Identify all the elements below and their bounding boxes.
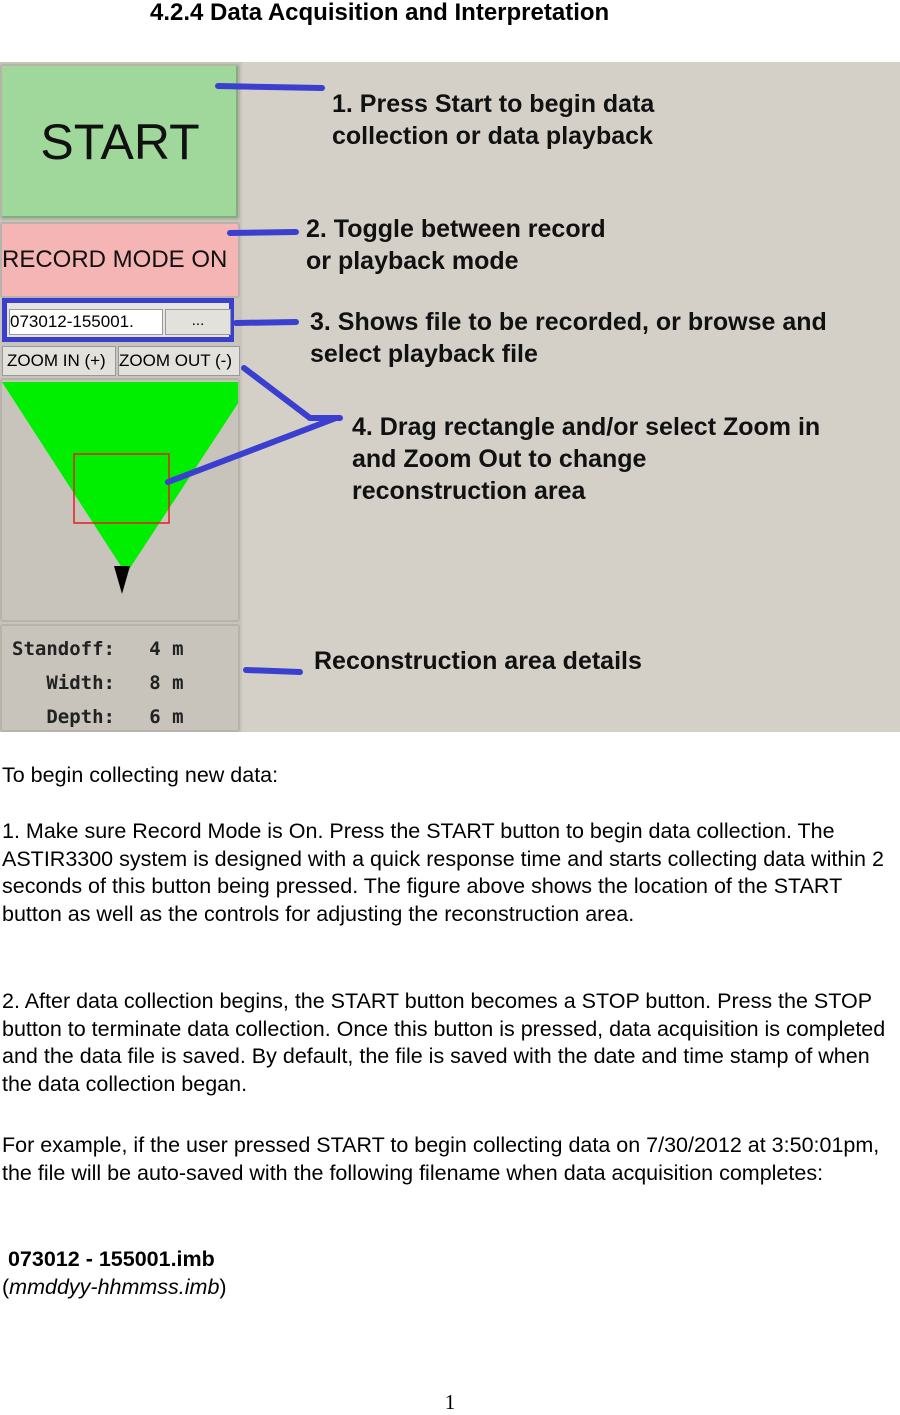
callout-4-line-1: 4. Drag rectangle and/or select Zoom in — [352, 413, 821, 441]
callout-line-4a — [244, 368, 310, 418]
callout-2-line-2: or playback mode — [306, 247, 519, 275]
callout-lines — [0, 62, 900, 732]
callout-line-1 — [218, 86, 322, 88]
callout-1 — [332, 88, 654, 152]
callout-2 — [306, 213, 606, 277]
callout-4 — [352, 411, 820, 507]
section-heading: 4.2.4 Data Acquisition and Interpretation — [150, 0, 610, 26]
width-value: Width: 8 m — [12, 672, 184, 694]
standoff-value: Standoff: 4 m — [12, 638, 184, 660]
format-paren-close: ) — [219, 1275, 227, 1299]
screenshot-figure — [0, 62, 900, 732]
page-number: 1 — [444, 1390, 456, 1414]
callout-3-line-1: 3. Shows file to be recorded, or browse and — [310, 308, 827, 336]
callout-1-line-2: collection or data playback — [332, 122, 653, 150]
callout-4-line-3: reconstruction area — [352, 477, 586, 505]
step-1-paragraph: 1. Make sure Record Mode is On. Press the START button to begin data collection. The ASTIR3300 system is designed with a quick response time and starts collecting data within 2 seconds of this button being pressed. The figure above shows the location of the START button as well as the controls for adjusting the reconstruction area. — [2, 819, 884, 926]
callout-2-line-1: 2. Toggle between record — [306, 215, 606, 243]
format-paren-open: ( — [2, 1275, 10, 1299]
callout-line-4b — [168, 418, 336, 482]
zoom-out-button[interactable]: ZOOM OUT (-) — [118, 346, 240, 376]
browse-button[interactable]: ... — [165, 309, 231, 335]
start-button[interactable]: START — [0, 64, 240, 220]
callout-3 — [310, 306, 827, 370]
file-name-field[interactable]: 073012-155001. — [9, 309, 163, 335]
callout-line-5 — [246, 670, 300, 672]
callout-line-3 — [236, 322, 296, 323]
intro-text: To begin collecting new data: — [2, 763, 279, 787]
zoom-in-button[interactable]: ZOOM IN (+) — [2, 346, 116, 376]
callout-line-2 — [230, 232, 296, 233]
callout-4-line-2: and Zoom Out to change — [352, 445, 647, 473]
step-2-paragraph: 2. After data collection begins, the START button becomes a STOP button. Press the STOP button to terminate data collection. Once this button is pressed, data acquisition is completed and the data file is saved. By default, the file is saved with the date and time stamp of when the data collection began. — [2, 989, 886, 1096]
callout-1-line-1: 1. Press Start to begin data — [332, 90, 655, 118]
example-paragraph: For example, if the user pressed START to begin collecting data on 7/30/2012 at 3:50:01pm, the file will be auto-saved with the following filename when data acquisition completes: — [2, 1133, 880, 1185]
depth-value: Depth: 6 m — [12, 706, 184, 728]
filename-format — [2, 1274, 898, 1302]
record-mode-toggle[interactable]: RECORD MODE ON — [0, 222, 240, 298]
example-filename: 073012 - 155001.imb — [2, 1247, 215, 1271]
format-pattern: mmddyy-hhmmss.imb — [9, 1275, 220, 1299]
callout-3-line-2: select playback file — [310, 340, 538, 368]
callout-5: Reconstruction area details — [314, 647, 642, 675]
